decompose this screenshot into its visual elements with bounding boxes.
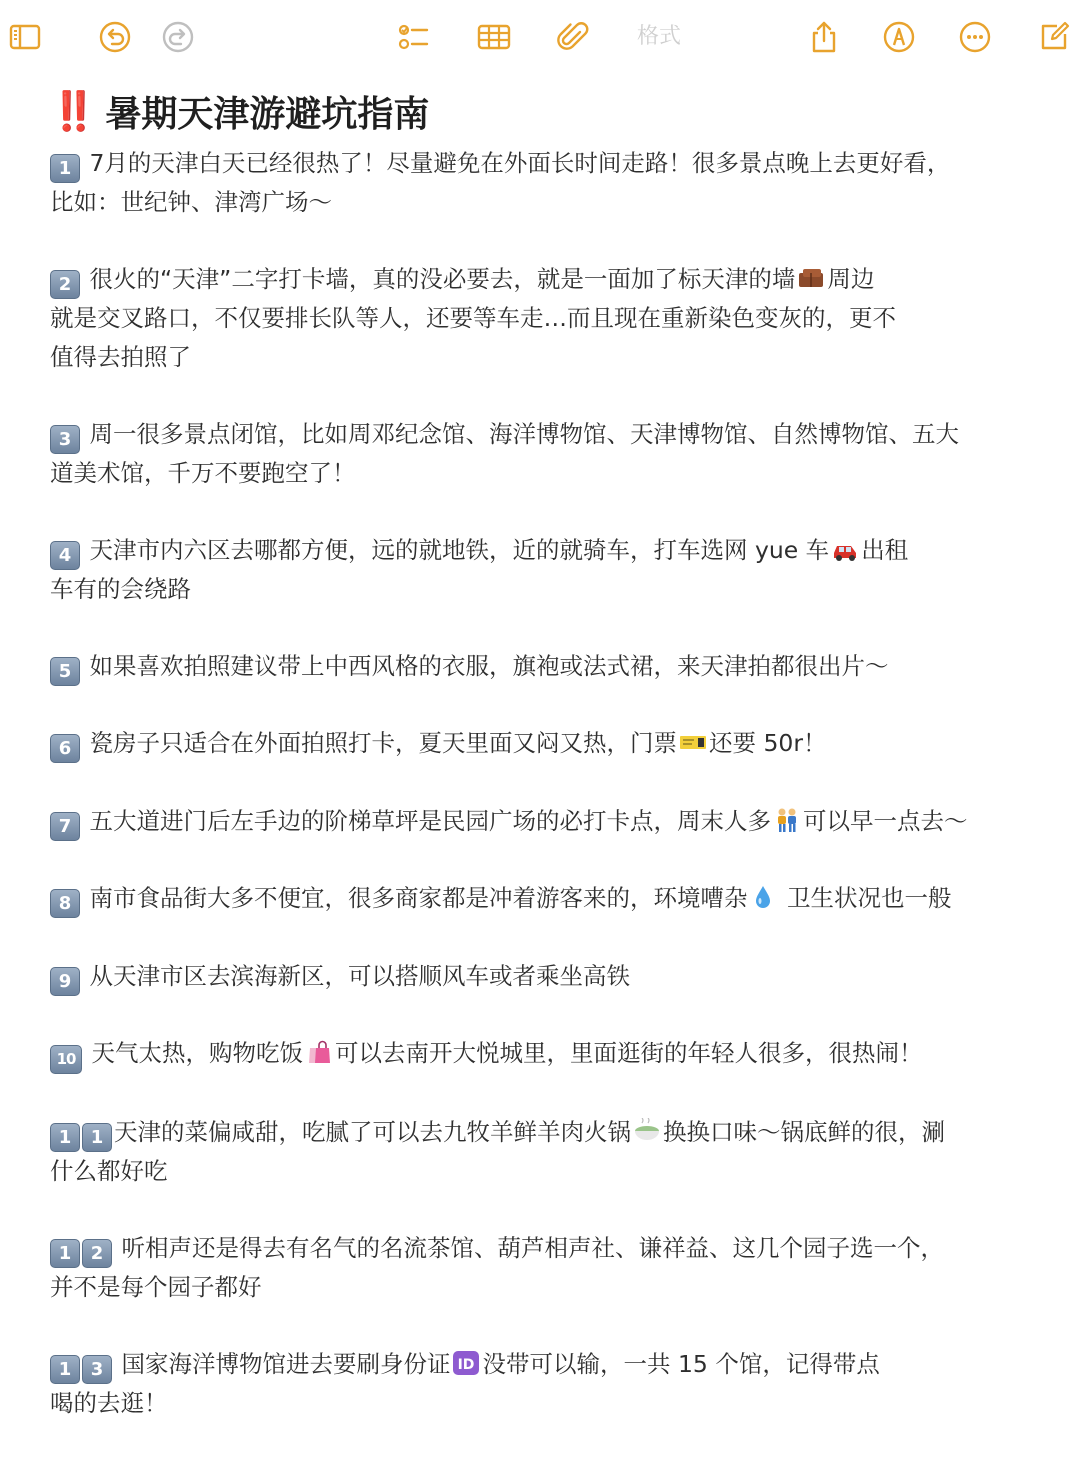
item-line: [50, 647, 1035, 686]
keycap-7-icon: 7: [50, 812, 80, 841]
keycap-1-icon: 1: [82, 1123, 112, 1152]
share-icon[interactable]: [801, 14, 847, 60]
list-item: [50, 1345, 1035, 1423]
item-text: 值得去拍照了: [50, 342, 191, 371]
item-text: 可以去南开大悦城里，里面逛街的年轻人很多，很热闹！: [334, 1039, 923, 1067]
item-text: 南市食品街大多不便宜，很多商家都是冲着游客来的，环境嘈杂: [89, 884, 748, 912]
ticket-icon: [679, 728, 707, 754]
compose-icon[interactable]: [1031, 14, 1077, 60]
list-item: [50, 879, 1035, 918]
more-icon[interactable]: [952, 14, 998, 60]
keycap-3-icon: 3: [50, 425, 80, 454]
item-line: [50, 1113, 1035, 1152]
id-button-icon: [452, 1349, 480, 1375]
item-line: [50, 724, 1035, 763]
item-text: 出租: [861, 535, 909, 564]
item-text: 还要 50r！: [708, 729, 827, 757]
item-text: 如果喜欢拍照建议带上中西风格的衣服，旗袍或法式裙，来天津拍都很出片～: [89, 651, 889, 680]
item-line: [50, 1034, 1035, 1074]
attachment-icon[interactable]: [550, 14, 596, 60]
item-text: 并不是每个园子都好: [50, 1272, 262, 1301]
checklist-icon[interactable]: [390, 14, 436, 60]
item-text: 可以早一点去～: [802, 806, 968, 835]
list-item: [50, 415, 1035, 493]
list-item: [50, 647, 1035, 686]
keycap-1-icon: 1: [50, 1355, 80, 1384]
list-item: [50, 1229, 1035, 1307]
item-line: [50, 260, 1035, 299]
item-text: 卫生状况也一般: [786, 884, 952, 912]
list-item: [50, 144, 1035, 222]
note-body[interactable]: [50, 86, 1035, 1461]
list-item: [50, 802, 1035, 841]
item-line: [50, 531, 1035, 570]
item-text: 天津市内六区去哪都方便，远的就地铁，近的就骑车，打车选网 yue 车: [89, 535, 830, 564]
keycap-1-icon: 1: [50, 1123, 80, 1152]
list-item: [50, 957, 1035, 996]
item-text: 听相声还是得去有名气的名流茶馆、葫芦相声社、谦祥益、这几个园子选一个，: [121, 1233, 944, 1262]
list-item: [50, 531, 1035, 609]
keycap-1-icon: 1: [50, 1239, 80, 1268]
note-title: 暑期天津游避坑指南: [105, 93, 430, 135]
table-icon[interactable]: [471, 14, 517, 60]
keycap-3-icon: 3: [82, 1355, 112, 1384]
couple-icon: [773, 806, 801, 832]
car-icon: [831, 535, 859, 561]
format-button[interactable]: 格式: [636, 24, 681, 49]
item-line: [50, 144, 1035, 183]
item-text: 从天津市区去滨海新区，可以搭顺风车或者乘坐高铁: [89, 961, 630, 990]
item-text: 天津的菜偏咸甜，吃腻了可以去九牧羊鲜羊肉火锅: [114, 1117, 631, 1146]
keycap-9-icon: 9: [50, 967, 80, 996]
shopping-bags-icon: [305, 1038, 333, 1064]
item-text: 道美术馆，千万不要跑空了！: [50, 458, 356, 487]
list-item: [50, 1034, 1035, 1074]
redo-icon[interactable]: [155, 14, 201, 60]
list-item: [50, 1113, 1035, 1191]
item-text: 车有的会绕路: [50, 574, 191, 603]
item-line: [50, 1229, 1035, 1268]
item-text: 就是交叉路口，不仅要排长队等人，还要等车走…而且现在重新染色变灰的，更不: [50, 304, 896, 332]
item-text: 五大道进门后左手边的阶梯草坪是民园广场的必打卡点，周末人多: [89, 806, 771, 835]
item-text: 周一很多景点闭馆，比如周邓纪念馆、海洋博物馆、天津博物馆、自然博物馆、五大: [89, 419, 959, 448]
item-text: 瓷房子只适合在外面拍照打卡，夏天里面又闷又热，门票: [89, 729, 677, 757]
brick-icon: [797, 264, 825, 290]
item-text: 7月的天津白天已经很热了！尽量避免在外面长时间走路！很多景点晚上去更好看，: [89, 149, 951, 177]
item-line: [50, 415, 1035, 454]
item-text: 换换口味～锅底鲜的很，涮: [663, 1117, 945, 1146]
item-text: 喝的去逛！: [50, 1388, 168, 1417]
undo-icon[interactable]: [92, 14, 138, 60]
hotpot-icon: [633, 1117, 661, 1143]
note-title-row: [50, 86, 1035, 136]
item-text: 周边: [827, 265, 875, 293]
item-text: 天气太热，购物吃饭: [91, 1039, 303, 1067]
list-item: [50, 260, 1035, 376]
item-text: 比如：世纪钟、津湾广场～: [50, 188, 332, 216]
item-text: 什么都好吃: [50, 1156, 168, 1185]
item-text: 国家海洋博物馆进去要刷身份证: [121, 1349, 451, 1378]
item-line: [50, 879, 1035, 918]
list-item: [50, 724, 1035, 763]
item-text: 没带可以输，一共 15 个馆，记得带点: [482, 1349, 880, 1378]
item-text: 很火的“天津”二字打卡墙，真的没必要去，就是一面加了标天津的墙: [89, 265, 796, 293]
item-line: [50, 1345, 1035, 1384]
item-line: [50, 957, 1035, 996]
keycap-4-icon: 4: [50, 541, 80, 570]
item-line: [50, 802, 1035, 841]
keycap-8-icon: 8: [50, 889, 80, 918]
keycap-6-icon: 6: [50, 734, 80, 763]
svg-text:ID: ID: [458, 1356, 475, 1373]
markup-icon[interactable]: [876, 14, 922, 60]
toolbar: [0, 0, 1080, 76]
keycap-2-icon: 2: [82, 1239, 112, 1268]
keycap-10-icon: 10: [50, 1045, 82, 1074]
sidebar-icon[interactable]: [2, 14, 48, 60]
droplet-icon: [749, 883, 777, 909]
double-exclamation-icon: ‼️: [50, 88, 92, 133]
keycap-5-icon: 5: [50, 657, 80, 686]
keycap-1-icon: 1: [50, 154, 80, 183]
keycap-2-icon: 2: [50, 270, 80, 299]
